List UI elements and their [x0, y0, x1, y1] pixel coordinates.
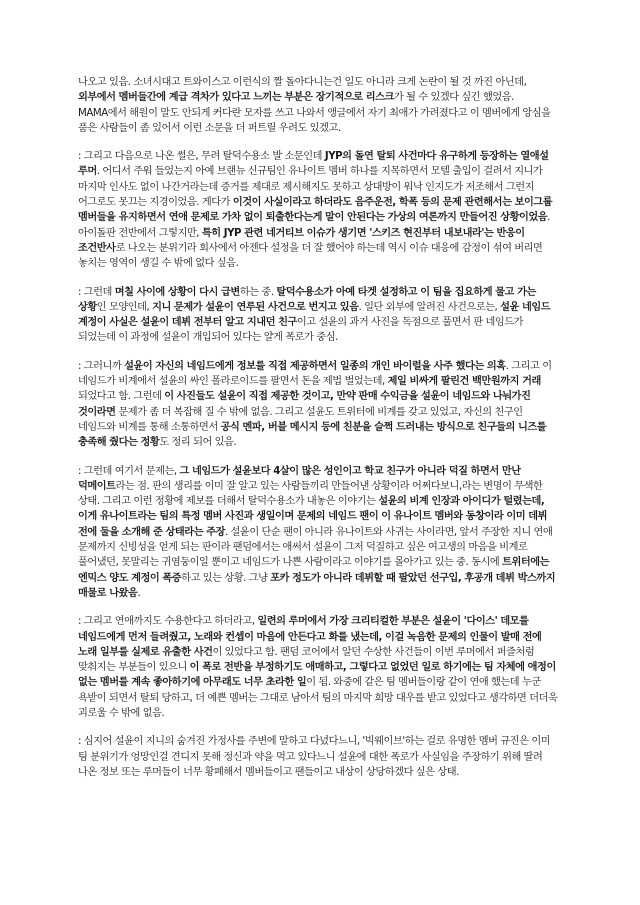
emphasis-text: 지니 문제가 설윤이 연루된 사건으로 번지고 있음: [152, 301, 359, 313]
body-text: : 심지어 설윤이 지니의 숨겨진 가정사를 주변에 말하고 다녔다느니, '빅웨이브'하는 걸로 유명한 멤버 규진은 이미 팀 분위기가 엉망인걸 견디지 못해 정신과 약을 먹고 있다느니 설윤에 대한 폭로가 사실임을 주장하기 위해 딸려 나온 정보 또는 루머들이 너무 황폐해서 멤버들이고 팬들이고 내상이 상당하겠다 싶은 상태.: [78, 736, 551, 778]
paragraph-4: [78, 359, 562, 451]
emphasis-text: 포카 정도가 아니라 데뷔할 때 팔았던 선구입, 후공개 데뷔 박스까지 매물로 나왔음: [78, 572, 556, 599]
body-text: 가 될 수 있겠다 싶긴 했었음. MAMA에서 해원이 말도 안되게 커다란 모자를 쓰고 나와서 앵글에서 자기 최애가 가려졌다고 이 멤버에게 앙심을 품은 사람들이 좀 있어서 이런 소문을 더 퍼트릴 우려도 있겠고.: [78, 92, 551, 134]
body-text: . 설윤이 단순 팬이 아니라 유나이트와 사귀는 사이라면, 앞서 주장한 지니 연애 문제까지 신빙성을 얻게 되는 판이라 팬덤에서는 애써서 설윤이 그저 덕질하고 싶은 여고생의 마음을 비계로 풀어냈던, 못말리는 귀염둥이일 뿐이고 네임드가 나쁜 사람이라고 이야기를 몰아가고 있는 중. 동시에: [78, 526, 553, 569]
paragraph-7: [78, 734, 562, 780]
emphasis-text: 설윤의 비계 인장과 아이디가 털렸는데, 이게 유나이트라는 팀의 특정 멤버 사진과 생일이며 문제의 네임드 팬이 이 유나이트 멤버와 동창이라 이미 데뷔 전에 둘을 소개해 준 상태라는 주장: [78, 496, 548, 538]
emphasis-text: 이것이 사실이라고 하더라도 음주운전, 학폭 등의 문제 관련해서는 보이그룹 멤버들을 유지하면서 연애 문제로 가차 없이 퇴출한다는게 말이 안된다는 가상의 여론까지 만들어진 상황이었음: [78, 197, 553, 224]
paragraph-2: [78, 149, 562, 271]
body-text: .: [137, 587, 141, 599]
body-text: 도 정리 되어 있음.: [159, 437, 237, 449]
emphasis-text: 특히 JYP 관련 네거티브 이슈가 생기면 '스키즈 현진부터 내보내라'는 반응이 조건반사: [78, 227, 525, 254]
emphasis-text: JYP의 돌연 탈퇴 사건마다 유구하게 등장하는 열애설 루머: [78, 151, 549, 178]
emphasis-text: 이 폭로 전반을 부정하기도 애매하고, 그렇다고 없었던 일로 하기에는 팀 자체에 애정이 없는 멤버를 계속 좋아하기에 아무래도 너무 초라한 일: [78, 662, 556, 689]
body-text: : 그런데 여기서 문제는,: [78, 465, 180, 477]
body-text: . 아이돌판 전반에서 그렇지만,: [78, 212, 550, 239]
emphasis-text: 그 네임드가 설윤보다 4살이 많은 성인이고 학교 친구가 아니라 덕질 하면서 만난 덕메이트: [78, 465, 521, 492]
paragraph-1: [78, 75, 562, 136]
body-text: 라는 점. 판의 생리를 이미 잘 알고 있는 사람들끼리 만들어낸 상황이라 어쩌다보니,라는 변명이 무색한 상태. 그리고 이런 정황에 제보를 더해서 탈덕수용소가 내놓은 이야기는: [78, 480, 543, 508]
body-text: 이 있었다고 함. 팬덤 코어에서 알던 수상한 사건들이 이번 루머에서 퍼즐처럼 맞춰지는 부분들이 있으니: [78, 646, 535, 674]
body-text: : 그런데: [78, 286, 115, 298]
paragraph-5: [78, 464, 562, 602]
body-text: . 일단 외부에 알려진 사건으로는,: [358, 301, 501, 313]
body-text: . 어디서 주워 들었는지 아예 브랜뉴 신규팀인 유나이트 멤버 하나를 지목하면서 모텔 출입이 걸려서 지니가 마지막 인사도 없이 나간거라는데 증거를 제대로 제시해지도 못하고 상대방이 워낙 인지도가 저조해서 그런지 어그로도 못끄는 지경이었음. 게다가: [78, 166, 543, 209]
emphasis-text: 며칠 사이에 상황이 다시 급변: [114, 286, 240, 298]
emphasis-text: 설윤이 자신의 네임드에게 정보를 직접 제공하면서 일종의 개인 바이럴을 사주 했다는 의혹: [124, 360, 506, 372]
body-text: 이고 설윤의 과거 사진을 독점으로 풀면서 판 네임드가 되었는데 이 과정에 설윤이 개입되어 있다는 얄게 폭로가 중심.: [78, 317, 524, 344]
body-text: 인 모양인데,: [96, 301, 153, 313]
emphasis-text: 설윤 네임드 계정이 사실은 설윤이 데뷔 전부터 알고 지내던 친구: [78, 301, 551, 329]
body-text: 로 나오는 분위기라 회사에서 아젠다 설정을 더 잘 했어야 하는데 역시 이슈 대응에 감정이 섞여 버리면 놓치는 영역이 생길 수 밖에 없다 싶음.: [78, 242, 543, 270]
emphasis-text: 공식 멘파, 버블 메시지 등에 친분을 슬쩍 드러내는 방식으로 친구들의 니즈를 충족해 줬다는 정황: [78, 421, 547, 449]
emphasis-text: 탈덕수용소가 아예 타겟 설정하고 이 팀을 집요하게 물고 가는 상황: [78, 286, 536, 313]
body-text: : 그리고 연애까지도 수용한다고 하더라고,: [78, 616, 258, 628]
body-text: 하고 있는 상황. 그냥: [181, 572, 271, 584]
body-text: 되었다고 함. 그런데: [78, 391, 165, 403]
body-text: 문제가 좀 더 복잡해 질 수 밖에 없음. 그리고 설윤도 트위터에 비계를 갖고 있었고, 자신의 친구인 네임드와 비계를 통해 소통하면서: [78, 406, 523, 433]
body-text: 나오고 있음. 소녀시대고 트와이스고 이런식의 짤 돌아다니는건 일도 아니라 크게 논란이 될 것 까진 아닌데,: [78, 77, 527, 88]
body-text: . 그리고 이 네임드가 비계에서 설윤의 싸인 폴라로이드를 팔면서 돈을 제법 벌었는데,: [78, 360, 552, 388]
emphasis-text: 트위터에는 엔믹스 양도 계정이 폭증: [78, 557, 550, 584]
emphasis-text: 일련의 루머에서 가장 크리티컬한 부분은 설윤이 '다이스' 데모를 네임드에게 먼저 들려줬고, 노래와 컨셉이 마음에 안든다고 화를 냈는데, 이걸 녹음한 문제의 인물이 발매 전에 노래 일부를 실제로 유출한 사건: [78, 616, 542, 658]
paragraph-6: [78, 614, 562, 721]
emphasis-text: 이 사진들도 설윤이 직접 제공한 것이고, 만약 판매 수익금을 설윤이 네임드와 나눠가진 것이라면: [78, 391, 531, 418]
body-text: 하는 중.: [239, 286, 277, 298]
body-text: : 그리고 다음으로 나온 썰은, 무려 탈덕수용소 발 소문인데: [78, 151, 325, 163]
paragraph-3: [78, 285, 562, 346]
emphasis-text: 외부에서 멤버들간에 계급 격차가 있다고 느끼는 부분은 장기적으로 리스크: [78, 92, 394, 104]
body-text: : 그러니까: [78, 360, 125, 372]
body-text: 이 됨. 와중에 같은 팀 멤버들이랑 같이 연애 했는데 누군 욕받이 되면서 탈퇴 당하고, 더 예쁜 멤버는 그대로 남아서 팀의 마지막 희망 대우를 받고 있었다고 생각하면 더더욱 괴로울 수 밖에 없음.: [78, 677, 558, 719]
emphasis-text: 제일 비싸게 팔린건 백만원까지 거래: [387, 376, 541, 388]
